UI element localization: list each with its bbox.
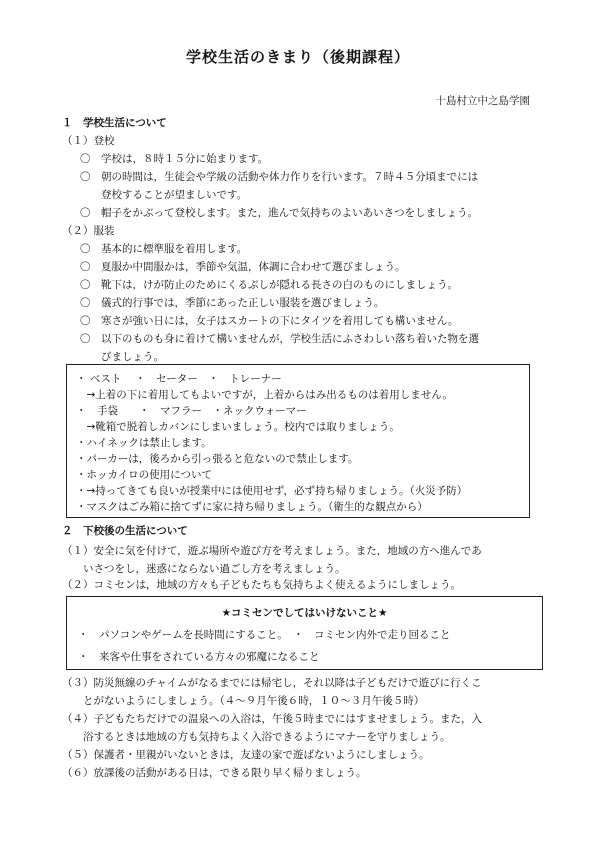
box-item: ・ホッカイロの使用について (76, 469, 212, 481)
box-title: ★コミセンでしてはいけないこと★ (221, 607, 388, 619)
list-item: 〇 基本的に標準服を着用します。 (80, 243, 248, 255)
box-item: ・ ベスト ・ セーター ・ トレーナー (76, 373, 282, 385)
list-item: （１）安全に気を付けて，遊ぶ場所や遊び方を考えましょう。また，地域の方へ進んであ (62, 545, 482, 557)
list-item: 〇 寒さが強い日には，女子はスカートの下にタイツを着用しても構いません。 (80, 315, 459, 327)
list-item: 〇 朝の時間は，生徒会や学級の活動や体力作りを行います。７時４５分頃までには (80, 171, 479, 183)
box-item: →上着の下に着用してもよいですが，上着からはみ出るものは着用しません。 (76, 389, 453, 401)
list-item: 〇 以下のものも身に着けて構いませんが，学校生活にふさわしい落ち着いた物を選 (80, 333, 479, 345)
list-item: （６）放課後の活動がある日は，できる限り早く帰りましょう。 (62, 767, 367, 779)
list-item: （５）保護者・里親がいないときは，友達の家で遊ばないようにしましょう。 (62, 749, 430, 761)
box-item: →靴箱で脱着しカバンにしまいましょう。校内では取りましょう。 (76, 421, 400, 433)
list-item: 〇 夏服か中間服かは，季節や気温，体調に合わせて選びましょう。 (80, 261, 406, 273)
box-item: ・ 来客や仕事をされている方々の邪魔になること (78, 651, 320, 663)
box-item: ・→持ってきても良いが授業中には使用せず，必ず持ち帰りましょう。（火災予防） (76, 485, 468, 497)
list-item: 〇 帽子をかぶって登校します。また，進んで気持ちのよいあいさつをしましょう。 (80, 207, 479, 219)
box-item: ・マスクはごみ箱に捨てずに家に持ち帰りましょう。（衛生的な観点から） (76, 501, 428, 513)
list-item: 〇 靴下は，けが防止のためにくるぶしが隠れる長さの白のものにしましょう。 (80, 279, 458, 291)
box-item: ・ハイネックは禁止します。 (76, 437, 212, 449)
page-title: 学校生活のきまり（後期課程） (185, 48, 410, 66)
box-item: ・パーカーは，後ろから引っ張ると危ないので禁止します。 (76, 453, 359, 465)
section1-heading: １ 学校生活について (62, 117, 167, 129)
list-item: 浴するときは地域の方も気持ちよく入浴できるようにマナーを守りましょう。 (62, 731, 451, 743)
list-item: びましょう。 (80, 351, 164, 363)
school-name: 十島村立中之島学園 (435, 95, 530, 107)
list-item: （２）コミセンは，地域の方々も子どもたちも気持ちよく使えるようにしましょう。 (62, 579, 461, 591)
list-item: いさつをし，迷惑にならない過ごし方を考えましょう。 (62, 563, 346, 575)
list-item: 〇 儀式的行事では，季節にあった正しい服装を選びましょう。 (80, 297, 385, 309)
list-item: （３）防災無線のチャイムがなるまでには帰宅し，それ以降は子どもだけで遊びに行くこ (62, 677, 482, 689)
box-item: ・ 手袋 ・ マフラー ・ネックウォーマー (76, 405, 307, 417)
list-item: （４）子どもたちだけでの温泉への入浴は，午後５時までにはすませましょう。また，入 (62, 713, 482, 725)
section2-heading: ２ 下校後の生活について (62, 525, 188, 537)
sub1-heading: （１）登校 (62, 135, 115, 147)
list-item: 登校することが望ましいです。 (80, 189, 248, 201)
list-item: とがないようにしましょう。（４～９月午後６時，１０～３月午後５時） (62, 695, 425, 707)
box-item: ・ パソコンやゲームを長時間にすること。 ・ コミセン内外で走り回ること (78, 629, 451, 641)
sub2-heading: （２）服装 (62, 225, 115, 237)
list-item: 〇 学校は，８時１５分に始まります。 (80, 153, 269, 165)
